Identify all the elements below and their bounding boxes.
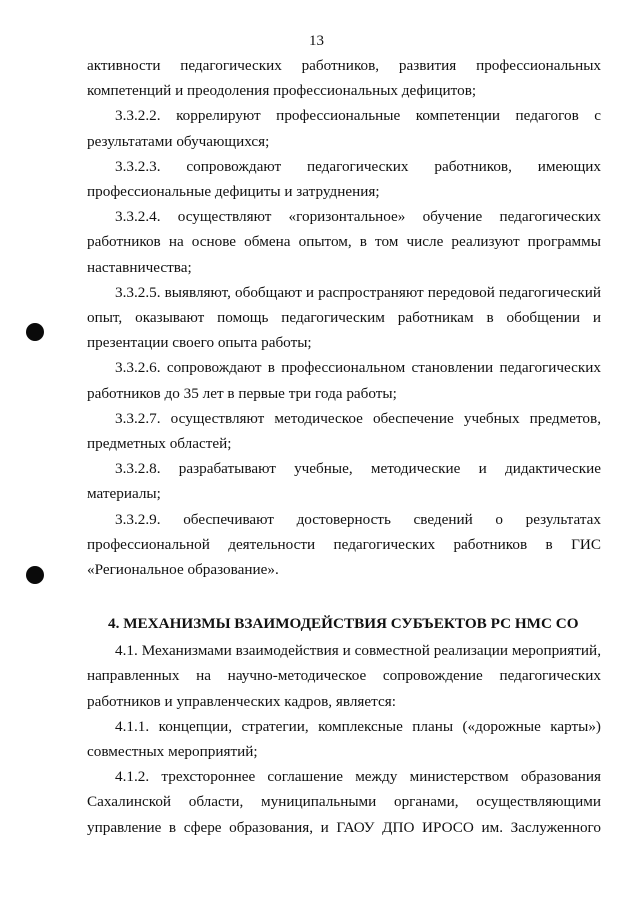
punch-hole-mark xyxy=(26,566,44,584)
paragraph-4-1: 4.1. Механизмами взаимодействия и совместной реализации мероприятий, направленных на научно-методическое сопровождение педагогических работников и управленческих кадров, является: xyxy=(87,642,601,710)
paragraph-4-1-1: 4.1.1. концепции, стратегии, комплексные планы («дорожные карты») совместных мероприятий; xyxy=(87,717,601,761)
page-number: 13 xyxy=(309,33,324,49)
paragraph-3-3-2-6: 3.3.2.6. сопровождают в профессиональном становлении педагогических работников до 35 лет в первые три года работы; xyxy=(87,359,601,402)
paragraph-3-3-2-4: 3.3.2.4. осуществляют «горизонтальное» обучение педагогических работников на основе обмена опытом, в том числе реализуют программы наставничества; xyxy=(87,208,601,276)
paragraph-3-3-2-8: 3.3.2.8. разрабатывают учебные, методические и дидактические материалы; xyxy=(87,460,601,503)
paragraph-3-3-2-5: 3.3.2.5. выявляют, обобщают и распространяют передовой педагогический опыт, оказывают помощь педагогическим работникам в обобщении и презентации своего опыта работы; xyxy=(87,283,601,352)
paragraph-3-3-2-3: 3.3.2.3. сопровождают педагогических работников, имеющих профессиональные дефициты и затруднения; xyxy=(87,157,601,201)
paragraph-3-3-2-7: 3.3.2.7. осуществляют методическое обеспечение учебных предметов, предметных областей; xyxy=(87,409,601,453)
section-heading: 4. МЕХАНИЗМЫ ВЗАИМОДЕЙСТВИЯ СУБЪЕКТОВ РС НМС СО xyxy=(108,615,579,633)
paragraph-4-1-2: 4.1.2. трехстороннее соглашение между министерством образования Сахалинской области, муниципальными органами, осуществляющими управление в сфере образования, и ГАОУ ДПО ИРОСО им. Заслуженного xyxy=(87,768,601,836)
paragraph-continuation: активности педагогических работников, развития профессиональных компетенций и преодоления профессиональных дефицитов; xyxy=(87,57,601,100)
punch-hole-mark xyxy=(26,323,44,341)
paragraph-3-3-2-9: 3.3.2.9. обеспечивают достоверность сведений о результатах профессиональной деятельности педагогических работников в ГИС «Региональное образование». xyxy=(87,510,601,579)
paragraph-3-3-2-2: 3.3.2.2. коррелируют профессиональные компетенции педагогов с результатами обучающихся; xyxy=(87,107,601,150)
document-body xyxy=(87,53,601,840)
